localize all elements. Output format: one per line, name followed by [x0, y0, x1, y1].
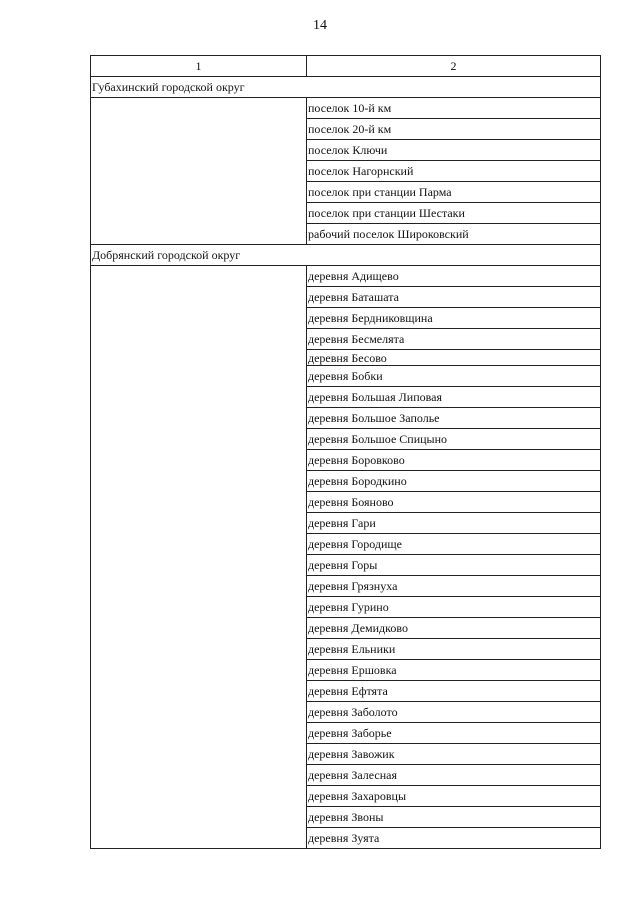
- settlement-cell: поселок при станции Парма: [307, 182, 600, 203]
- settlement-cell: поселок Нагорнский: [307, 161, 600, 182]
- settlement-cell: поселок при станции Шестаки: [307, 203, 600, 224]
- settlement-cell: поселок Ключи: [307, 140, 600, 161]
- settlements-table: [90, 55, 601, 849]
- empty-cell: [91, 98, 307, 244]
- settlement-cell: деревня Бояново: [307, 492, 600, 513]
- page-number: 14: [313, 18, 327, 33]
- settlement-cell: деревня Заборье: [307, 723, 600, 744]
- group-block: [91, 98, 600, 245]
- settlement-cell: деревня Адищево: [307, 266, 600, 287]
- settlement-cell: поселок 10-й км: [307, 98, 600, 119]
- settlement-cell: деревня Гурино: [307, 597, 600, 618]
- settlement-cell: деревня Демидково: [307, 618, 600, 639]
- settlement-cell: деревня Захаровцы: [307, 786, 600, 807]
- group-row: Добрянский городской округ: [91, 245, 600, 266]
- column-header-2: 2: [450, 59, 457, 73]
- settlement-cell: деревня Боровково: [307, 450, 600, 471]
- settlement-cell: деревня Городище: [307, 534, 600, 555]
- settlement-cell: деревня Горы: [307, 555, 600, 576]
- settlement-cell: деревня Заболото: [307, 702, 600, 723]
- settlement-cell: деревня Бородкино: [307, 471, 600, 492]
- settlement-cell: деревня Бобки: [307, 366, 600, 387]
- settlement-cell: деревня Бердниковщина: [307, 308, 600, 329]
- settlement-cell: деревня Завожик: [307, 744, 600, 765]
- settlement-cell: деревня Большое Спицыно: [307, 429, 600, 450]
- settlement-list: [307, 266, 600, 848]
- settlement-cell: деревня Ефтята: [307, 681, 600, 702]
- settlement-cell: деревня Звоны: [307, 807, 600, 828]
- settlement-cell: деревня Гари: [307, 513, 600, 534]
- table-header-row: [91, 56, 600, 77]
- settlement-cell: поселок 20-й км: [307, 119, 600, 140]
- settlement-cell: деревня Баташата: [307, 287, 600, 308]
- settlement-cell: деревня Грязнуха: [307, 576, 600, 597]
- settlement-cell: рабочий поселок Широковский: [308, 227, 469, 241]
- settlement-cell: деревня Залесная: [307, 765, 600, 786]
- group-block: [91, 266, 600, 849]
- settlement-cell: деревня Большое Заполье: [307, 408, 600, 429]
- group-row: Губахинский городской округ: [91, 77, 600, 98]
- settlement-cell: деревня Бесмелята: [307, 329, 600, 350]
- settlement-cell: деревня Большая Липовая: [307, 387, 600, 408]
- settlement-cell: деревня Бесово: [307, 350, 600, 366]
- empty-cell: [91, 266, 307, 848]
- column-header-1: 1: [91, 56, 307, 76]
- settlement-cell: деревня Ельники: [307, 639, 600, 660]
- settlement-cell: деревня Зуята: [308, 831, 380, 845]
- settlement-list: [307, 98, 600, 244]
- settlement-cell: деревня Ершовка: [307, 660, 600, 681]
